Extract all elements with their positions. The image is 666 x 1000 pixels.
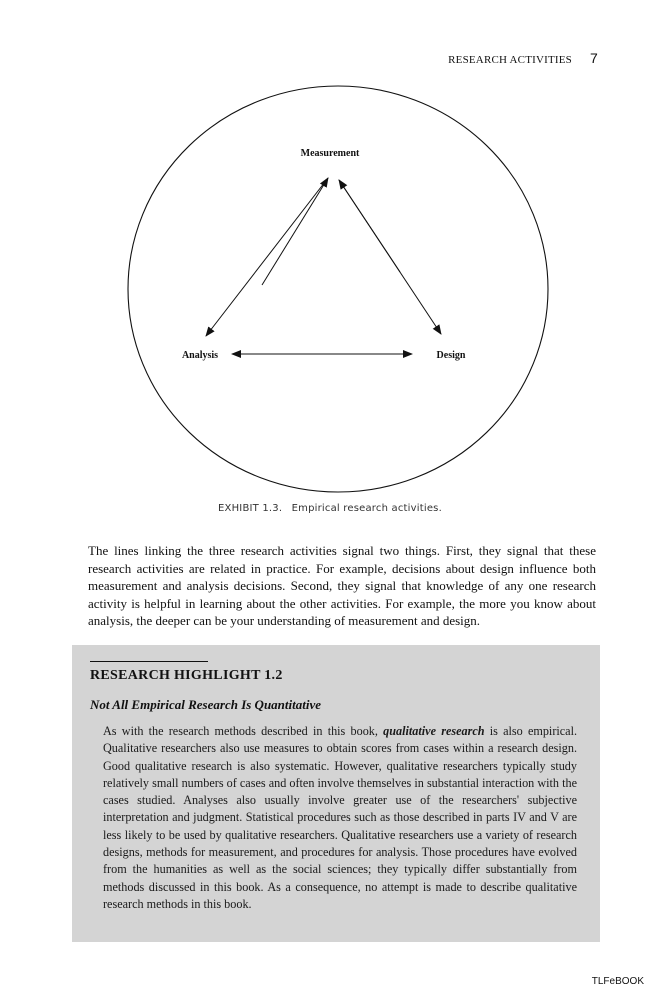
highlight-text-before: As with the research methods described in this book, bbox=[103, 724, 384, 738]
caption-label: EXHIBIT 1.3. bbox=[218, 503, 283, 514]
body-paragraph: The lines linking the three research activities signal two things. First, they signal that these research activities are related in practice. For example, decisions about design influence both measurement and analysis decisions. Second, they signal that knowledge of any one research activity is helpful in learning about the other activities. For example, the more you know about analysis, the deeper can be your understanding of measurement and design. bbox=[88, 543, 596, 629]
page-number: 7 bbox=[590, 50, 598, 66]
highlight-term: qualitative research bbox=[383, 724, 485, 738]
highlight-rule bbox=[90, 661, 208, 662]
enclosing-circle bbox=[128, 86, 548, 492]
arrow-analysis-to-measurement bbox=[262, 178, 328, 285]
highlight-subtitle: Not All Empirical Research Is Quantitative bbox=[90, 697, 322, 712]
node-design: Design bbox=[436, 350, 466, 361]
highlight-title: RESEARCH HIGHLIGHT 1.2 bbox=[90, 668, 283, 683]
node-analysis: Analysis bbox=[181, 350, 219, 361]
caption-text: Empirical research activities. bbox=[291, 503, 442, 514]
arrow-design-to-measurement bbox=[339, 180, 400, 272]
node-measurement: Measurement bbox=[300, 148, 360, 159]
highlight-text bbox=[103, 723, 577, 913]
research-highlight-box bbox=[72, 645, 600, 942]
footer-mark: TLFeBOOK bbox=[591, 976, 644, 987]
highlight-text-after: is also empirical. Qualitative researchers also use measures to obtain scores from cases within a research design. Good qualitative research is also systematic. However, qualitative researchers typically study relatively small numbers of cases and often involve themselves in substantial interaction with the cases studied. Analyses also usually involve greater use of the researchers' subjective interpretation and judgment. Statistical procedures such as those described in parts IV and V are less likely to be used by qualitative researchers. Qualitative researchers use a variety of research designs, methods for measurement, and procedures for analysis. Those procedures have evolved from the humanities as well as the social sciences; they typically differ substantially from methods discussed in this book. As a consequence, no attempt is made to describe qualitative research methods in this book. bbox=[103, 724, 578, 911]
figure-caption bbox=[0, 503, 666, 514]
running-head-title: RESEARCH ACTIVITIES bbox=[448, 54, 572, 66]
arrow-measurement-to-analysis bbox=[206, 178, 328, 336]
